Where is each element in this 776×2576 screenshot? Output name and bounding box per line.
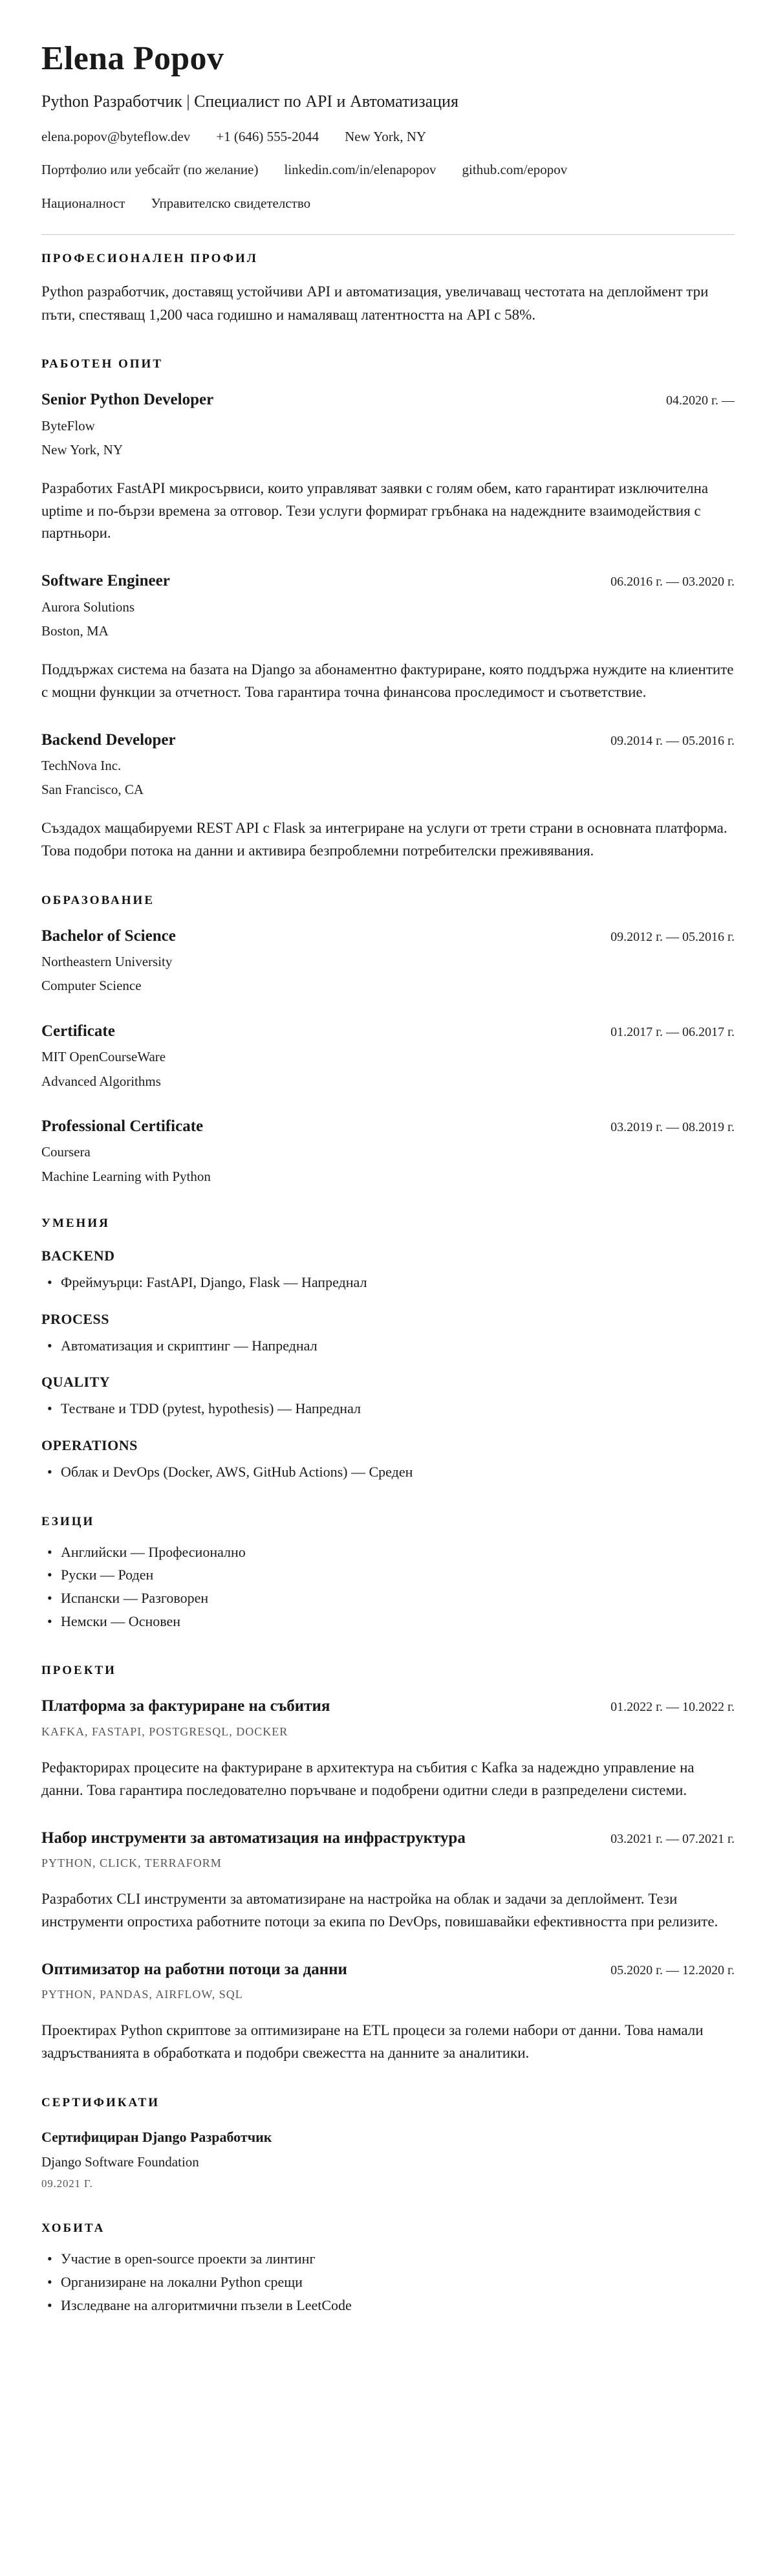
education-dates: 09.2012 г. — 05.2016 г.: [610, 929, 735, 944]
contact-linkedin: linkedin.com/in/elenapopov: [284, 162, 436, 178]
job-location: New York, NY: [41, 442, 124, 458]
education-field: Advanced Algorithms: [41, 1073, 161, 1089]
education-header: [41, 926, 735, 947]
job-description: Поддържах система на базата на Django за абонаментно фактуриране, която поддържа нуждите на клиентите с мощни функции за отчетност. Това гарантира точна финансова проследимост и съответствие.: [41, 661, 734, 700]
education-school: Coursera: [41, 1144, 91, 1160]
skill-group: [41, 1374, 735, 1420]
project-header: [41, 1828, 735, 1849]
contact-location: New York, NY: [345, 129, 427, 145]
education-entry: [41, 1021, 735, 1090]
certificate-issuer: Django Software Foundation: [41, 2153, 199, 2170]
job-header: [41, 571, 735, 592]
contact-phone: +1 (646) 555-2044: [216, 129, 319, 145]
education-header: [41, 1116, 735, 1138]
job-header: [41, 390, 735, 411]
project-header: [41, 1696, 735, 1717]
section-hobbies: [41, 2221, 735, 2317]
certificates-heading: СЕРТИФИКАТИ: [41, 2096, 160, 2110]
project-description: Рефакторирах процесите на фактуриране в архитектура на събития с Kafka за надеждно управление на данни. Това гарантира последователно поръчване и подобрени одитни следи в разпределени системи.: [41, 1759, 695, 1798]
project-dates: 05.2020 г. — 12.2020 г.: [610, 1963, 735, 1977]
skill-item: • Облак и DevOps (Docker, AWS, GitHub Actions) — Среден: [41, 1460, 735, 1484]
education-degree: Professional Certificate: [41, 1117, 204, 1135]
hobbies-list: [41, 2247, 735, 2317]
project-stack: KAFKA, FASTAPI, POSTGRESQL, DOCKER: [41, 1724, 288, 1738]
education-entry: [41, 1116, 735, 1185]
job-company: TechNova Inc.: [41, 758, 122, 773]
skill-item: • Тестване и TDD (pytest, hypothesis) — Напреднал: [41, 1397, 735, 1420]
section-projects: [41, 1664, 735, 2065]
job-location: San Francisco, CA: [41, 782, 144, 798]
experience-heading: РАБОТЕН ОПИТ: [41, 357, 163, 371]
education-dates: 01.2017 г. — 06.2017 г.: [610, 1024, 735, 1039]
education-dates: 03.2019 г. — 08.2019 г.: [610, 1119, 735, 1134]
project-dates: 01.2022 г. — 10.2022 г.: [610, 1700, 735, 1715]
education-entry: [41, 926, 735, 995]
job-header: [41, 730, 735, 751]
skill-group: [41, 1248, 735, 1294]
language-item: • Руски — Роден: [41, 1563, 735, 1587]
job-title: Software Engineer: [41, 572, 170, 590]
contact-row-extra: [41, 195, 735, 212]
skills-heading: УМЕНИЯ: [41, 1216, 110, 1231]
project-header: [41, 1959, 735, 1981]
project-dates: 03.2021 г. — 07.2021 г.: [610, 1831, 735, 1846]
contact-nationality: Националност: [41, 195, 125, 211]
skill-group: [41, 1311, 735, 1358]
project-title: Набор инструменти за автоматизация на инфраструктура: [41, 1829, 466, 1847]
job-dates: 04.2020 г. —: [666, 393, 735, 408]
projects-heading: ПРОЕКТИ: [41, 1664, 116, 1678]
skill-item: • Фреймуърци: FastAPI, Django, Flask — Напреднал: [41, 1271, 735, 1294]
contact-portfolio: Портфолио или уебсайт (по желание): [41, 162, 259, 178]
languages-list: [41, 1541, 735, 1633]
project-stack: PYTHON, PANDAS, AIRFLOW, SQL: [41, 1988, 243, 2001]
contact-github: github.com/epopov: [462, 162, 568, 178]
experience-entry: [41, 730, 735, 863]
certificate-date: 09.2021 Г.: [41, 2177, 93, 2190]
certificate-title: Сертифициран Django Разработчик: [41, 2129, 272, 2146]
education-school: Northeastern University: [41, 954, 173, 970]
education-degree: Bachelor of Science: [41, 927, 176, 945]
hobby-item: • Изследване на алгоритмични пъзели в LeetCode: [41, 2294, 735, 2317]
job-dates: 06.2016 г. — 03.2020 г.: [610, 575, 735, 589]
language-item: • Английски — Професионално: [41, 1541, 735, 1564]
education-header: [41, 1021, 735, 1042]
language-item: • Испански — Разговорен: [41, 1587, 735, 1610]
project-description: Проектирах Python скриптове за оптимизиране на ETL процеси за големи набори от данни. Това намали задръстванията в обработката и подобри свежестта на данните за аналитики.: [41, 2022, 704, 2062]
header-divider: [41, 234, 735, 235]
job-description: Разработих FastAPI микросървиси, които управляват заявки с голям обем, като гарантират изключителна uptime и по-бързи времена за отговор. Тези услуги формират гръбнака на надеждните взаимодействия с партньори.: [41, 479, 709, 542]
job-description: Създадох мащабируеми REST API с Flask за интегриране на услуги от трети страни в основната платформа. Това подобри потока на данни и активира безпроблемни потребителски преживявания.: [41, 819, 727, 859]
hobbies-heading: ХОБИТА: [41, 2221, 105, 2236]
hobby-item: • Участие в open-source проекти за линтинг: [41, 2247, 735, 2271]
experience-entry: [41, 390, 735, 545]
skill-category: QUALITY: [41, 1374, 111, 1391]
skill-group: [41, 1437, 735, 1484]
project-stack: PYTHON, CLICK, TERRAFORM: [41, 1856, 222, 1870]
skill-category: OPERATIONS: [41, 1437, 138, 1454]
education-field: Machine Learning with Python: [41, 1168, 211, 1184]
job-title: Senior Python Developer: [41, 391, 214, 409]
project-title: Платформа за фактуриране на събития: [41, 1697, 330, 1715]
candidate-headline: Python Разработчик | Специалист по API и Автоматизация: [41, 92, 458, 111]
certificate-entry: [41, 2128, 735, 2190]
section-profile: [41, 252, 735, 326]
candidate-name: Elena Popov: [41, 40, 224, 77]
profile-heading: ПРОФЕСИОНАЛЕН ПРОФИЛ: [41, 252, 258, 266]
job-company: ByteFlow: [41, 417, 95, 434]
contact-email: elena.popov@byteflow.dev: [41, 129, 191, 145]
experience-entry: [41, 571, 735, 703]
section-education: [41, 894, 735, 1186]
hobby-item: • Организиране на локални Python срещи: [41, 2271, 735, 2294]
job-company: Aurora Solutions: [41, 599, 135, 615]
education-school: MIT OpenCourseWare: [41, 1049, 166, 1065]
project-description: Разработих CLI инструменти за автоматизиране на настройка на облак и задачи за деплоймент. Тези инструменти опростиха работните потоци за екипа по DevOps, повишавайки ефективността при релизите.: [41, 1891, 718, 1930]
job-title: Backend Developer: [41, 731, 176, 749]
languages-heading: ЕЗИЦИ: [41, 1514, 95, 1528]
skill-item: • Автоматизация и скриптинг — Напреднал: [41, 1334, 735, 1358]
project-entry: [41, 1959, 735, 2065]
skill-category: BACKEND: [41, 1248, 115, 1264]
profile-summary: Python разработчик, доставящ устойчиви API и автоматизация, увеличаващ честотата на деплоймент три пъти, спестяващ 1,200 часа годишно и намаляващ латентността на API с 58%.: [41, 283, 709, 323]
contact-driving-license: Управителско свидетелство: [151, 195, 311, 211]
project-title: Оптимизатор на работни потоци за данни: [41, 1960, 347, 1978]
education-heading: ОБРАЗОВАНИЕ: [41, 893, 155, 907]
section-certificates: [41, 2096, 735, 2190]
section-skills: [41, 1216, 735, 1484]
section-experience: [41, 357, 735, 862]
skill-category: PROCESS: [41, 1310, 109, 1327]
job-location: Boston, MA: [41, 623, 109, 639]
education-degree: Certificate: [41, 1022, 115, 1040]
education-field: Computer Science: [41, 978, 142, 994]
section-languages: [41, 1515, 735, 1633]
project-entry: [41, 1696, 735, 1801]
language-item: • Немски — Основен: [41, 1610, 735, 1633]
project-entry: [41, 1828, 735, 1933]
resume-header: [41, 39, 735, 235]
job-dates: 09.2014 г. — 05.2016 г.: [610, 733, 735, 748]
contact-row-primary: [41, 128, 735, 146]
contact-row-links: [41, 161, 735, 179]
